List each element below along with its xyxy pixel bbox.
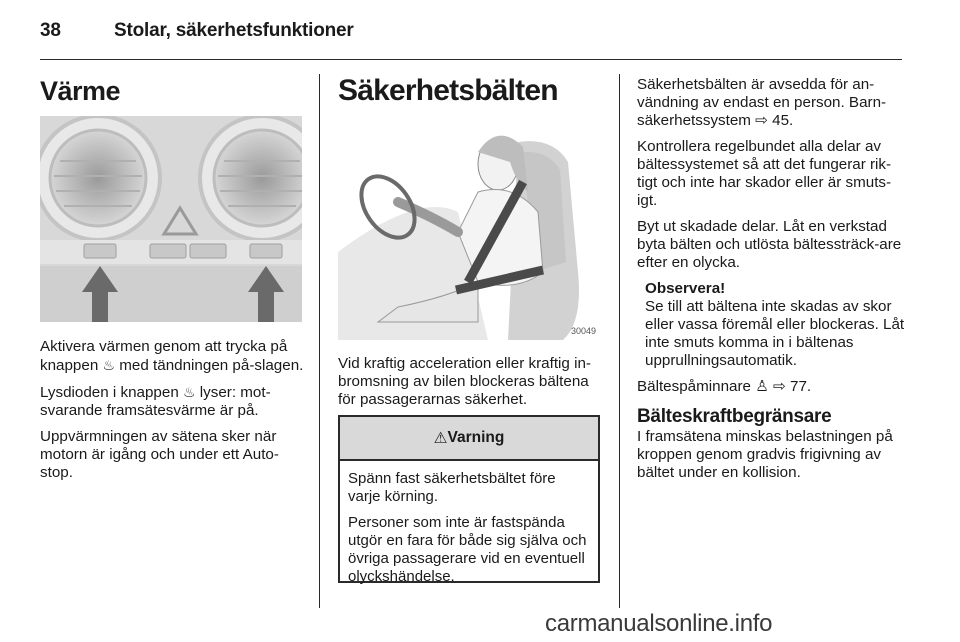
column-2-text — [338, 355, 604, 417]
column-divider-2 — [619, 74, 620, 608]
text: Aktivera värmen genom att trycka på knappen — [40, 338, 288, 374]
text: Säkerhetsbälten är avsedda för an-vändning av endast en person. Barn-säkerhetssystem — [637, 76, 887, 129]
page-ref: 45. — [772, 112, 794, 129]
page-header — [40, 20, 354, 42]
seat-heat-icon: ♨ — [102, 357, 116, 373]
column-1 — [40, 76, 308, 107]
text: Bältespåminnare — [637, 378, 756, 395]
warning-body — [340, 461, 598, 586]
warning-paragraph: Personer som inte är fastspända utgör en fara för både sig själva och övriga passagerare vid en eventuell olyckshändelse. — [348, 514, 587, 585]
watermark: carmanualsonline.info — [545, 610, 773, 637]
seat-heating-figure — [40, 116, 302, 322]
page-ref-icon: ⇨ — [755, 112, 773, 129]
page-ref-icon: ⇨ — [773, 378, 790, 395]
note-text: Se till att bältena inte skadas av skor eller vassa föremål eller blockeras. Låt inte smuts komma in i bältenas upprullningsautomatik. — [645, 298, 905, 369]
paragraph — [637, 76, 905, 130]
note-title: Observera! — [645, 280, 726, 297]
column-divider-1 — [319, 74, 320, 608]
seatbelt-reminder-icon: ♙ — [755, 378, 774, 395]
note-block — [645, 280, 905, 370]
text: Lysdioden i knappen — [40, 384, 183, 401]
page-ref: 77. — [790, 378, 812, 395]
warning-header — [340, 417, 598, 461]
paragraph: Vid kraftig acceleration eller kraftig in-bromsning av bilen blockeras bältena för passagerarnas säkerhet. — [338, 355, 591, 408]
warning-title: Varning — [447, 429, 505, 446]
figure-code: 30049 — [570, 326, 596, 336]
warning-box — [338, 415, 600, 583]
section-heading-sakerhetsbalten: Säkerhetsbälten — [338, 74, 558, 107]
column-1-text — [40, 338, 308, 490]
column-2 — [338, 74, 608, 108]
warning-paragraph: Spänn fast säkerhetsbältet före varje körning. — [348, 470, 556, 505]
paragraph: Kontrollera regelbundet alla delar av bältessystemet så att det fungerar rik-tigt och inte har skador eller är smuts-igt. — [637, 138, 892, 209]
warning-icon: ⚠ — [433, 429, 448, 447]
seat-heat-icon: ♨ — [182, 384, 196, 400]
paragraph: Uppvärmningen av sätena sker när motorn är igång och under ett Auto-stop. — [40, 428, 279, 481]
paragraph — [40, 383, 308, 420]
paragraph: Byt ut skadade delar. Låt en verkstad byta bälten och utlösta bältessträck-are efter en olycka. — [637, 218, 902, 271]
seatbelt-figure — [338, 122, 600, 340]
dashboard-illustration — [40, 116, 302, 322]
text: lyser: mot-svarande framsätesvärme är på. — [40, 384, 271, 419]
page-number: 38 — [40, 20, 61, 41]
header-rule — [40, 59, 902, 60]
page-title: Stolar, säkerhetsfunktioner — [114, 20, 354, 41]
paragraph — [40, 338, 308, 375]
driver-seatbelt-illustration — [338, 122, 600, 340]
section-heading-baltekraft: Bälteskraftbegränsare — [637, 406, 832, 427]
section-heading-varme: Värme — [40, 76, 121, 106]
paragraph: I framsätena minskas belastningen på kroppen genom gradvis frigivning av bältet under en kollision. — [637, 428, 893, 481]
paragraph — [637, 378, 905, 396]
text: med tändningen på-slagen. — [115, 357, 304, 374]
column-3 — [637, 76, 905, 490]
